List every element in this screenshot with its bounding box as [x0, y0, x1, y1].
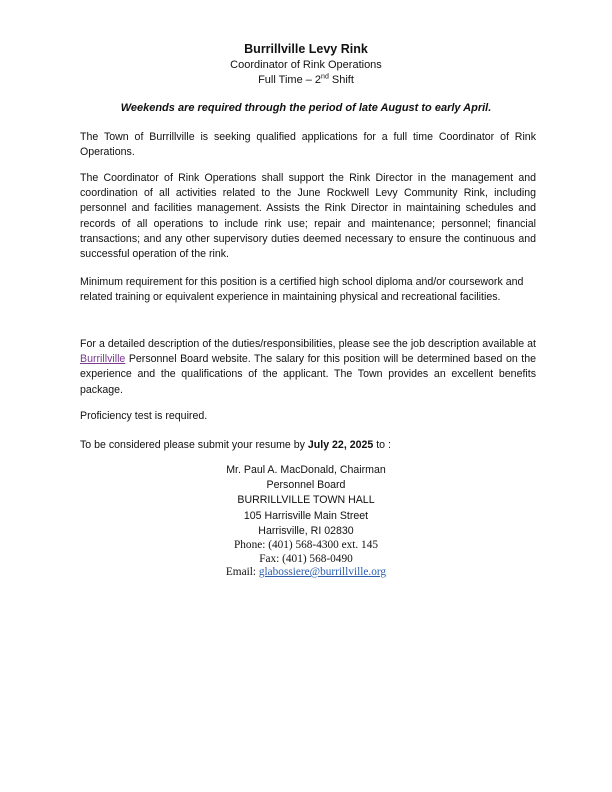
- contact-city: Harrisville, RI 02830: [258, 524, 354, 537]
- details-text-before: For a detailed description of the duties/responsibilities, please see the job description available at: [80, 338, 536, 350]
- submit-paragraph: [80, 438, 536, 453]
- shift-line: [0, 73, 612, 88]
- posting-header: [0, 41, 612, 88]
- contact-phone: Phone: (401) 568-4300 ext. 145: [233, 539, 379, 552]
- details-text-after: Personnel Board website. The salary for this position will be determined based on the experience and the qualifications of the applicant. The Town provides an excellent benefits package.: [80, 353, 536, 396]
- shift-suffix: Shift: [328, 74, 354, 86]
- requirements-paragraph: Minimum requirement for this position is a certified high school diploma and/or coursework and related training or equivalent experience in maintaining physical and recreational facilities.: [80, 276, 524, 304]
- submit-text-before: To be considered please submit your resume by: [80, 439, 308, 451]
- duties-paragraph: The Coordinator of Rink Operations shall support the Rink Director in the management and coordination of all activities related to the June Rockwell Levy Community Rink, including personnel and facilities management. Assists the Rink Director in maintaining schedules and records of all operations to include rink use; repair and maintenance; personnel; financial transactions; and any other supervisory duties deemed necessary to ensure the continuous and successful operation of the rink.: [80, 172, 536, 261]
- shift-prefix: Full Time – 2: [258, 74, 322, 86]
- email-label: Email:: [225, 566, 259, 579]
- contact-board: Personnel Board: [266, 479, 346, 492]
- submit-text-after: to :: [373, 439, 391, 451]
- intro-paragraph: The Town of Burrillville is seeking qualified applications for a full time Coordinator of Rink Operations.: [80, 131, 536, 159]
- deadline-date: July 22, 2025: [307, 439, 374, 451]
- position-title: Coordinator of Rink Operations: [230, 59, 382, 71]
- weekend-notice: Weekends are required through the period of late August to early April.: [120, 102, 492, 114]
- contact-street: 105 Harrisville Main Street: [243, 509, 369, 522]
- page-title: Burrillville Levy Rink: [244, 42, 368, 56]
- contact-building: BURRILLVILLE TOWN HALL: [237, 494, 375, 507]
- details-paragraph: [80, 337, 536, 398]
- proficiency-paragraph: Proficiency test is required.: [80, 410, 208, 422]
- contact-name: Mr. Paul A. MacDonald, Chairman: [226, 464, 386, 476]
- contact-email-line: [0, 566, 612, 580]
- email-link[interactable]: glabossiere@burrillville.org: [258, 566, 387, 579]
- burrillville-link[interactable]: Burrillville: [80, 353, 126, 366]
- contact-fax: Fax: (401) 568-0490: [259, 552, 353, 565]
- contact-block: [0, 463, 612, 580]
- shift-ordinal: nd: [321, 73, 329, 81]
